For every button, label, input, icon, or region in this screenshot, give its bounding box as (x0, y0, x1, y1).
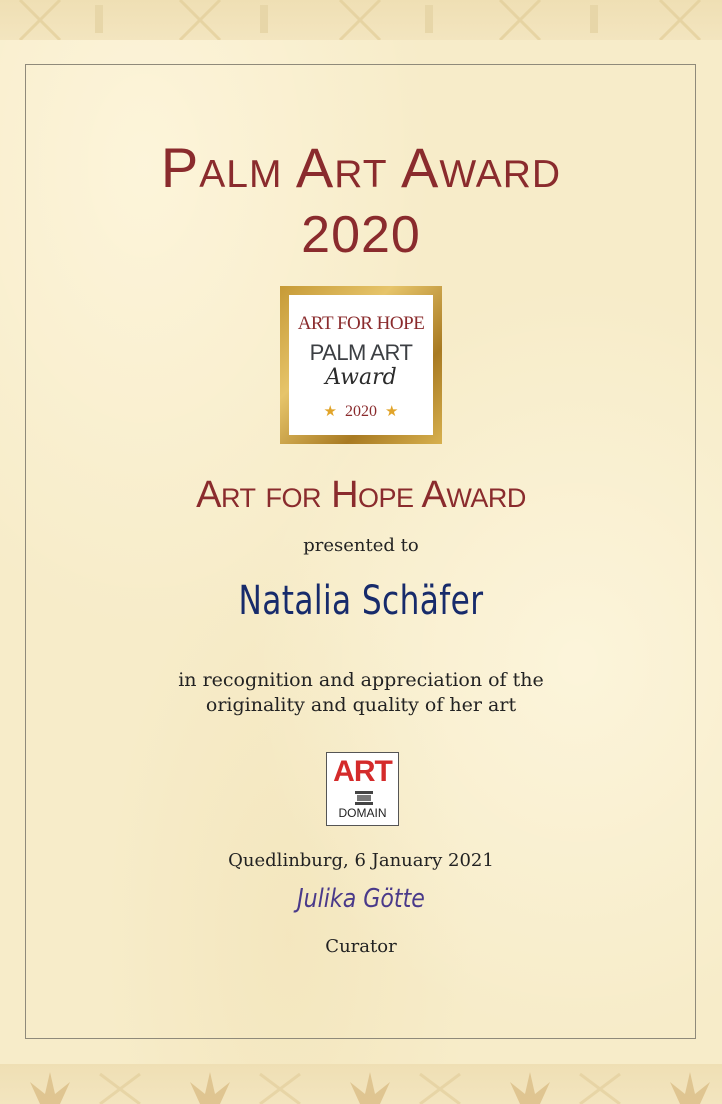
recognition-line-1: in recognition and appreciation of the (178, 669, 544, 691)
palm-pattern-icon (0, 0, 722, 40)
certificate-year: 2020 (301, 206, 421, 264)
badge-line-palm-art: PALM ART (309, 340, 413, 365)
badge-year-text: 2020 (345, 403, 377, 420)
badge-line-year (289, 402, 433, 421)
bottom-decorative-border (0, 1064, 722, 1104)
signer-role: Curator (325, 936, 397, 957)
recognition-line-2: originality and quality of her art (205, 694, 517, 716)
award-badge-inner (289, 295, 433, 435)
star-icon: ★ (323, 404, 337, 420)
award-name: Art for Hope Award (196, 474, 526, 516)
signature: Julika Götte (297, 884, 425, 914)
badge-line-art-for-hope: ART FOR HOPE (297, 313, 425, 334)
star-icon: ★ (385, 404, 399, 420)
recipient-name: Natalia Schäfer (238, 578, 484, 624)
logo-art-text: ART (333, 755, 392, 788)
award-badge (280, 286, 442, 444)
logo-domain-text: DOMAIN (338, 806, 387, 820)
palm-pattern-icon (0, 1064, 722, 1104)
top-decorative-border (0, 0, 722, 40)
presented-to-text: presented to (303, 535, 419, 556)
place-date: Quedlinburg, 6 January 2021 (228, 850, 494, 871)
column-icon (355, 791, 373, 805)
badge-line-award: Award (325, 365, 397, 390)
art-domain-logo (326, 752, 399, 826)
certificate-title: Palm Art Award (160, 136, 562, 199)
